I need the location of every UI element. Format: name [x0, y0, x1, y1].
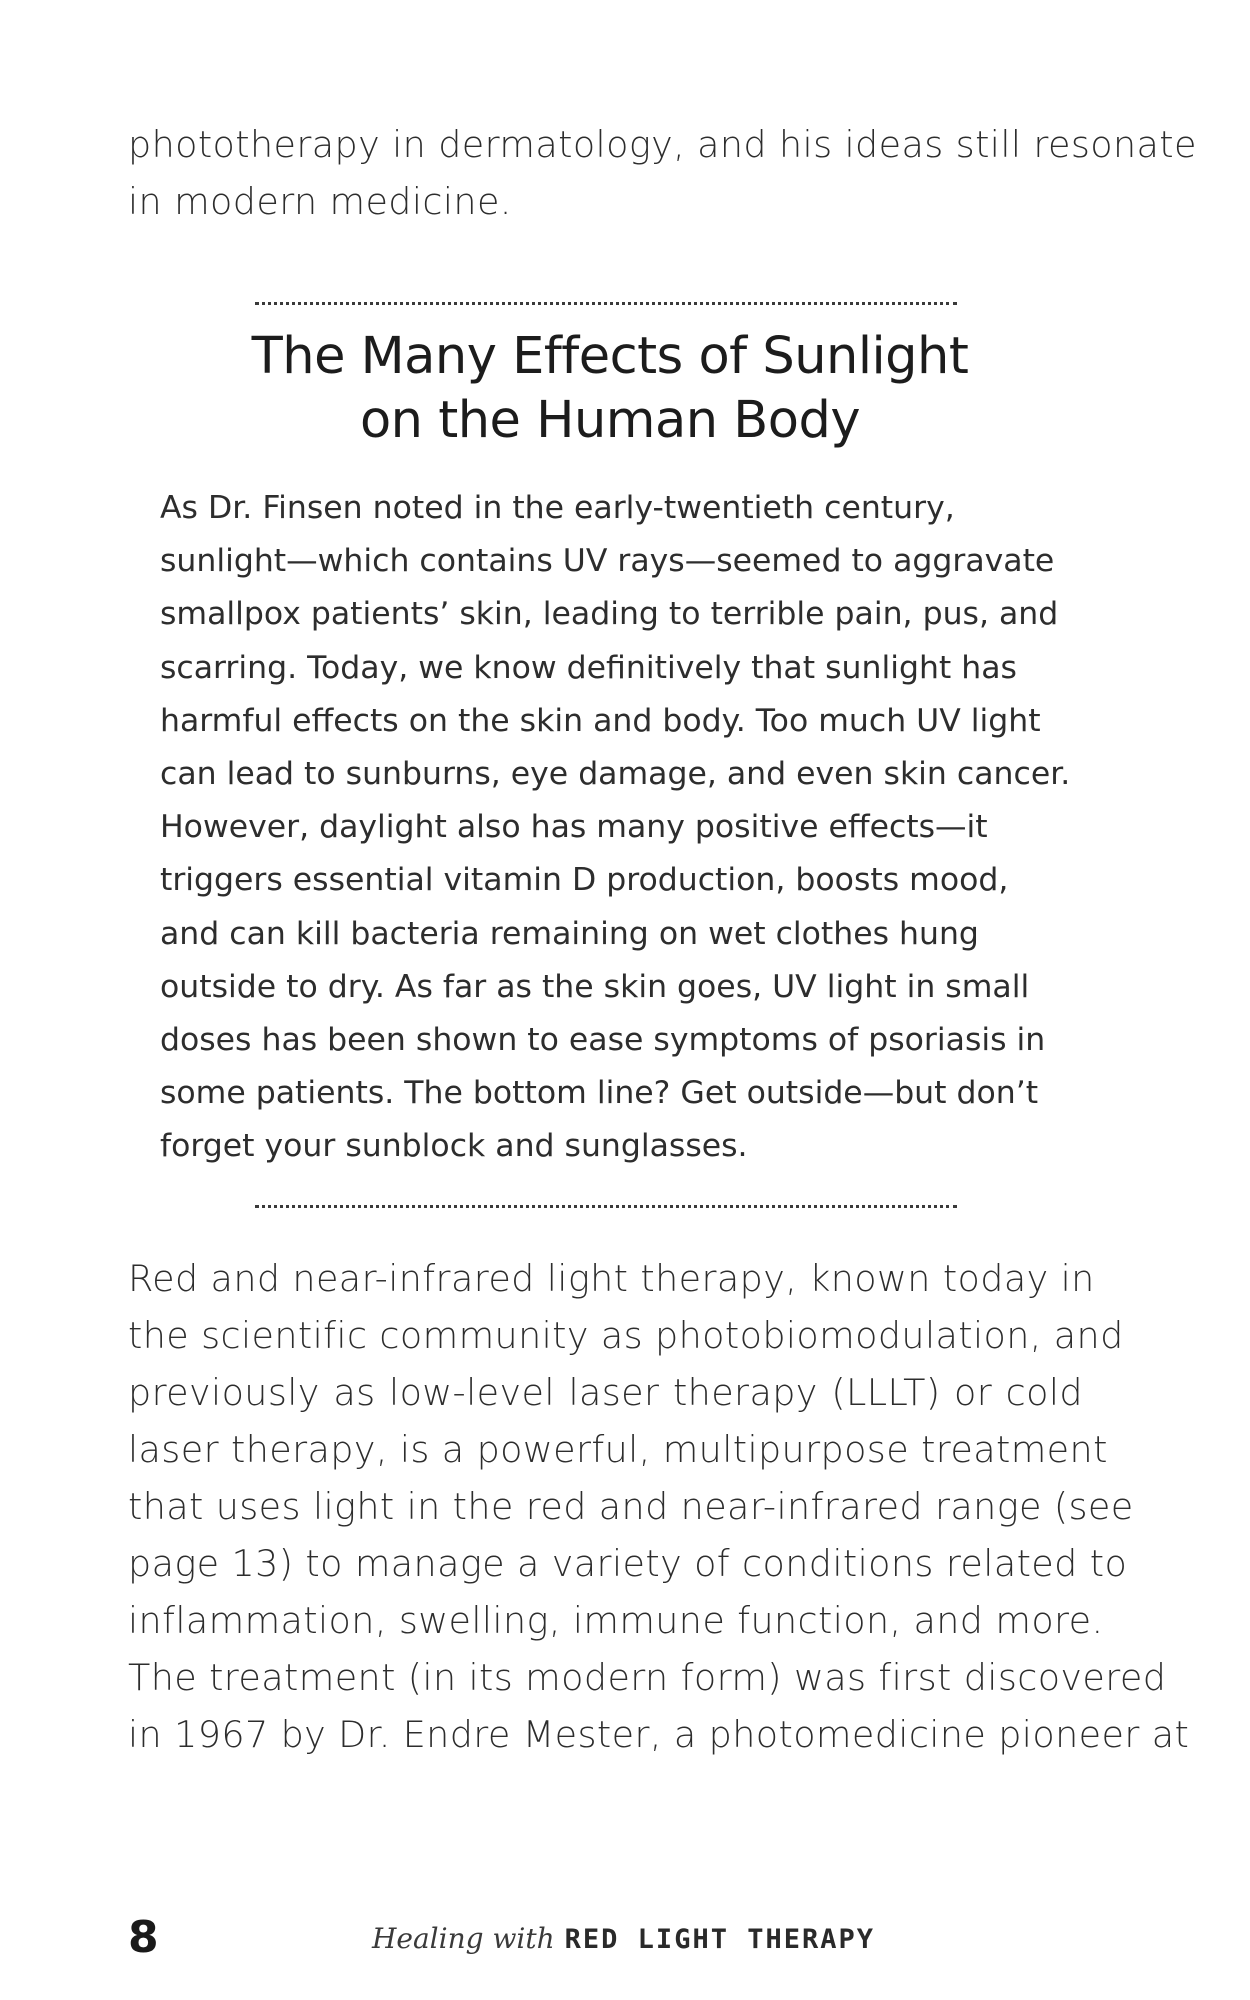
page-number: 8	[128, 1912, 159, 1963]
sidebar-line: harmful effects on the skin and body. Too much UV light	[160, 702, 1041, 739]
sidebar-heading-line: on the Human Body	[359, 391, 861, 450]
main-paragraph	[128, 1250, 1190, 1763]
sidebar-heading-line: The Many Effects of Sunlight	[251, 327, 969, 386]
main-line: page 13) to manage a variety of conditions related to	[128, 1542, 1128, 1585]
main-line: previously as low-level laser therapy (LLLT) or cold	[128, 1371, 1083, 1414]
main-line: laser therapy, is a powerful, multipurpose treatment	[128, 1428, 1108, 1471]
sidebar-line: triggers essential vitamin D production, boosts mood,	[160, 862, 1009, 899]
sidebar-line: smallpox patients’ skin, leading to terrible pain, pus, and	[160, 596, 1059, 633]
main-line: the scientific community as photobiomodulation, and	[128, 1314, 1124, 1357]
intro-paragraph	[128, 116, 1197, 230]
sidebar-line: outside to dry. As far as the skin goes, UV light in small	[160, 968, 1030, 1005]
sidebar-bottom-divider	[255, 1205, 957, 1208]
sidebar-line: and can kill bacteria remaining on wet clothes hung	[160, 915, 979, 952]
sidebar-heading	[180, 325, 1040, 453]
sidebar-top-divider	[255, 302, 957, 305]
running-head-script: Healing with	[372, 1922, 555, 1955]
sidebar-line: As Dr. Finsen noted in the early-twentieth century,	[160, 490, 955, 526]
running-head-title: RED LIGHT THERAPY	[564, 1924, 875, 1955]
main-line: that uses light in the red and near-infrared range (see	[128, 1485, 1134, 1528]
sidebar-line: some patients. The bottom line? Get outside—but don’t	[160, 1075, 1039, 1112]
sidebar-line: scarring. Today, we know definitively that sunlight has	[160, 649, 1017, 686]
sidebar-line: However, daylight also has many positive effects—it	[160, 809, 988, 846]
main-line: in 1967 by Dr. Endre Mester, a photomedicine pioneer at	[128, 1713, 1190, 1756]
sidebar-line: doses has been shown to ease symptoms of psoriasis in	[160, 1022, 1046, 1059]
main-line: Red and near-infrared light therapy, known today in	[128, 1257, 1095, 1300]
sidebar-line: can lead to sunburns, eye damage, and even skin cancer.	[160, 756, 1071, 793]
intro-line: phototherapy in dermatology, and his ideas still resonate	[128, 123, 1197, 166]
sidebar-line: sunlight—which contains UV rays—seemed to aggravate	[160, 543, 1055, 580]
main-line: The treatment (in its modern form) was first discovered	[128, 1656, 1167, 1699]
sidebar-body	[160, 482, 1071, 1174]
running-head	[372, 1922, 875, 1955]
intro-line: in modern medicine.	[128, 180, 512, 223]
sidebar-line: forget your sunblock and sunglasses.	[160, 1128, 748, 1165]
main-line: inflammation, swelling, immune function, and more.	[128, 1599, 1104, 1642]
